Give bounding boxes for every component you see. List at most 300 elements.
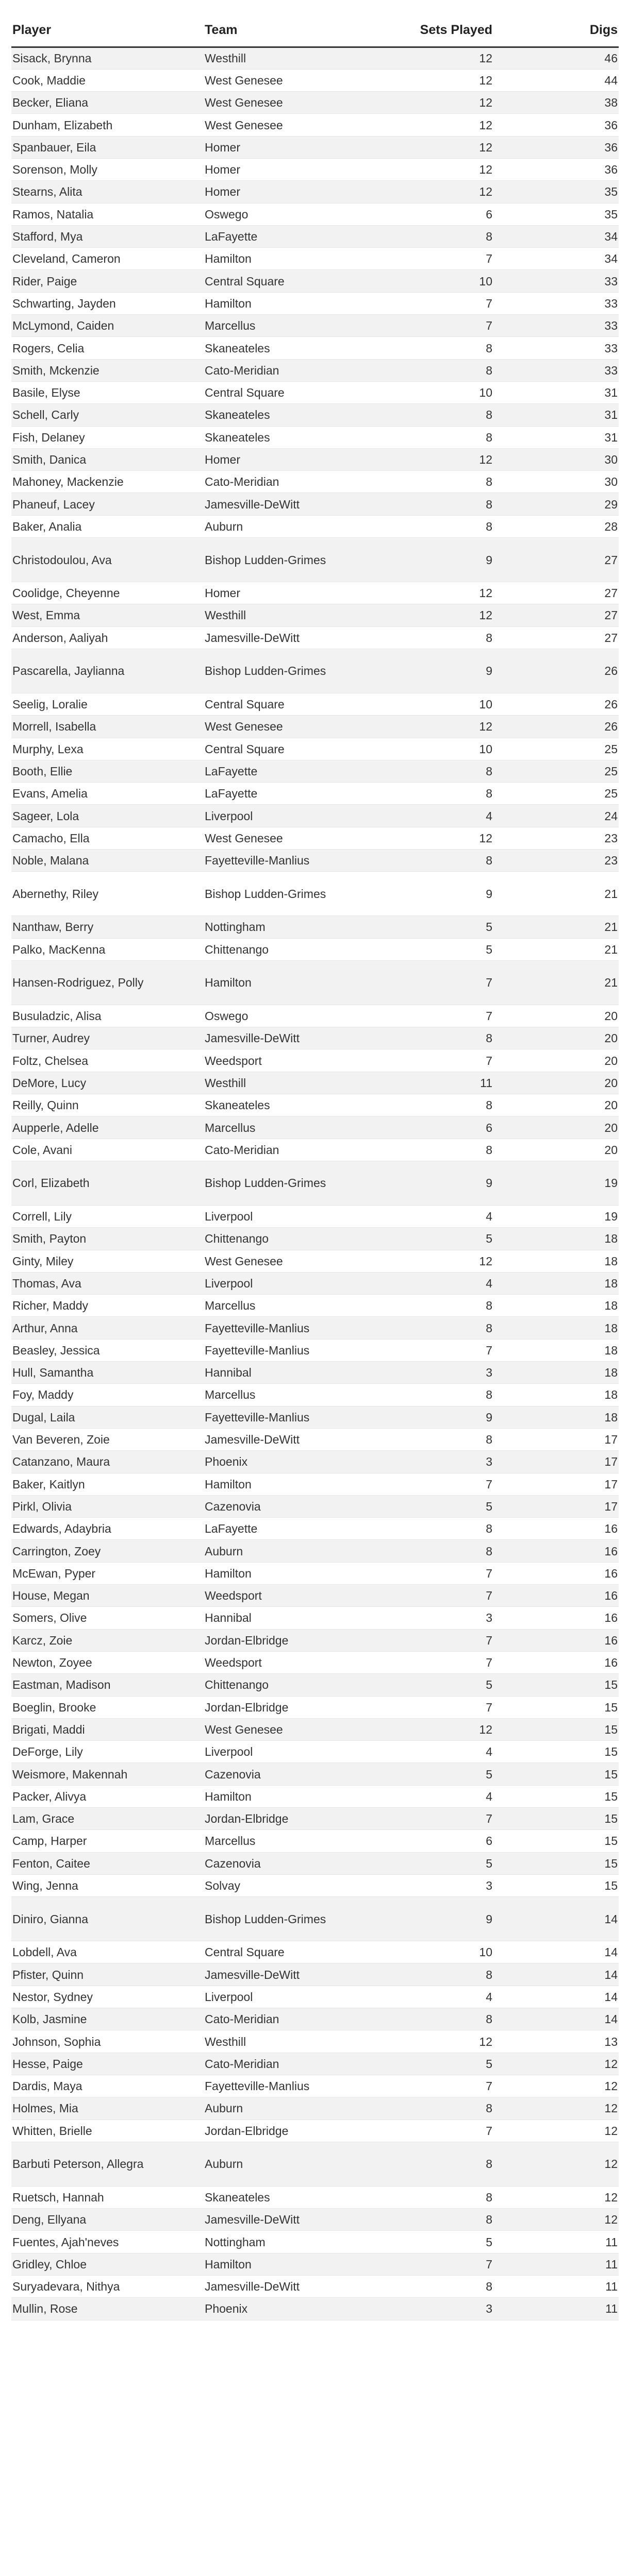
table-row <box>11 404 619 426</box>
cell-player: Mahoney, Mackenzie <box>11 471 204 493</box>
cell-sets-played: 8 <box>371 1295 493 1317</box>
cell-team: Fayetteville-Manlius <box>204 850 371 872</box>
cell-player: Murphy, Lexa <box>11 738 204 760</box>
cell-player: Richer, Maddy <box>11 1295 204 1317</box>
cell-sets-played: 8 <box>371 783 493 805</box>
table-row <box>11 1585 619 1607</box>
table-row <box>11 315 619 337</box>
table-row <box>11 2008 619 2030</box>
cell-team: Central Square <box>204 381 371 403</box>
table-row <box>11 114 619 136</box>
cell-player: Stafford, Mya <box>11 225 204 247</box>
cell-team: Nottingham <box>204 2231 371 2253</box>
cell-player: Abernethy, Riley <box>11 872 204 916</box>
cell-player: Anderson, Aaliyah <box>11 626 204 649</box>
cell-team: Phoenix <box>204 1451 371 1473</box>
cell-team: Liverpool <box>204 1205 371 1227</box>
cell-team: Marcellus <box>204 1384 371 1406</box>
table-row <box>11 181 619 203</box>
cell-digs: 12 <box>493 2209 619 2231</box>
cell-team: Chittenango <box>204 938 371 960</box>
table-row <box>11 1406 619 1428</box>
cell-player: Baker, Analia <box>11 515 204 537</box>
cell-sets-played: 8 <box>371 471 493 493</box>
column-header-sets-played[interactable]: Sets Played <box>371 14 493 47</box>
cell-player: Smith, Payton <box>11 1228 204 1250</box>
cell-team: Hamilton <box>204 248 371 270</box>
cell-sets-played: 6 <box>371 1116 493 1139</box>
table-row <box>11 448 619 470</box>
cell-team: Homer <box>204 158 371 180</box>
table-row <box>11 604 619 626</box>
cell-player: Schwarting, Jayden <box>11 292 204 314</box>
cell-digs: 11 <box>493 2253 619 2275</box>
table-row <box>11 1763 619 1785</box>
table-row <box>11 960 619 1005</box>
cell-player: Nanthaw, Berry <box>11 916 204 938</box>
cell-sets-played: 12 <box>371 69 493 91</box>
cell-digs: 18 <box>493 1250 619 1272</box>
cell-team: Bishop Ludden-Grimes <box>204 1897 371 1941</box>
cell-digs: 30 <box>493 448 619 470</box>
cell-player: Nestor, Sydney <box>11 1986 204 2008</box>
cell-team: Hannibal <box>204 1362 371 1384</box>
table-row <box>11 693 619 715</box>
cell-sets-played: 7 <box>371 1562 493 1584</box>
table-row <box>11 2142 619 2186</box>
cell-player: Hesse, Paige <box>11 2053 204 2075</box>
cell-player: Turner, Audrey <box>11 1027 204 1049</box>
cell-sets-played: 12 <box>371 136 493 158</box>
cell-player: Fuentes, Ajah'neves <box>11 2231 204 2253</box>
cell-digs: 12 <box>493 2053 619 2075</box>
cell-team: Oswego <box>204 1005 371 1027</box>
cell-digs: 26 <box>493 716 619 738</box>
table-row <box>11 760 619 782</box>
cell-player: Busuladzic, Alisa <box>11 1005 204 1027</box>
cell-player: Seelig, Loralie <box>11 693 204 715</box>
cell-digs: 15 <box>493 1696 619 1718</box>
cell-player: Catanzano, Maura <box>11 1451 204 1473</box>
cell-player: Thomas, Ava <box>11 1272 204 1294</box>
cell-team: Nottingham <box>204 916 371 938</box>
cell-team: Hamilton <box>204 960 371 1005</box>
cell-player: Rider, Paige <box>11 270 204 292</box>
cell-team: Homer <box>204 181 371 203</box>
table-row <box>11 805 619 827</box>
cell-player: McLymond, Caiden <box>11 315 204 337</box>
table-row <box>11 1116 619 1139</box>
cell-team: Phoenix <box>204 2298 371 2320</box>
cell-team: West Genesee <box>204 92 371 114</box>
cell-team: LaFayette <box>204 760 371 782</box>
cell-player: Edwards, Adaybria <box>11 1518 204 1540</box>
table-row <box>11 850 619 872</box>
table-row <box>11 1718 619 1740</box>
table-row <box>11 1897 619 1941</box>
cell-sets-played: 5 <box>371 2231 493 2253</box>
cell-sets-played: 7 <box>371 1629 493 1651</box>
table-row <box>11 1696 619 1718</box>
cell-player: Packer, Alivya <box>11 1785 204 1807</box>
cell-digs: 17 <box>493 1428 619 1450</box>
cell-sets-played: 7 <box>371 315 493 337</box>
table-row <box>11 1651 619 1673</box>
cell-digs: 35 <box>493 181 619 203</box>
cell-sets-played: 3 <box>371 1874 493 1896</box>
table-row <box>11 827 619 849</box>
cell-sets-played: 7 <box>371 1696 493 1718</box>
cell-digs: 27 <box>493 582 619 604</box>
cell-digs: 36 <box>493 114 619 136</box>
cell-player: Cleveland, Cameron <box>11 248 204 270</box>
cell-player: Phaneuf, Lacey <box>11 493 204 515</box>
cell-sets-played: 8 <box>371 2186 493 2208</box>
cell-player: Gridley, Chloe <box>11 2253 204 2275</box>
cell-player: Karcz, Zoie <box>11 1629 204 1651</box>
cell-sets-played: 7 <box>371 1473 493 1495</box>
table-row <box>11 270 619 292</box>
cell-team: Cato-Meridian <box>204 1139 371 1161</box>
cell-team: LaFayette <box>204 783 371 805</box>
cell-sets-played: 8 <box>371 1384 493 1406</box>
cell-team: Cato-Meridian <box>204 471 371 493</box>
cell-digs: 25 <box>493 783 619 805</box>
table-row <box>11 337 619 359</box>
cell-digs: 11 <box>493 2231 619 2253</box>
cell-digs: 14 <box>493 2008 619 2030</box>
cell-team: Solvay <box>204 1874 371 1896</box>
cell-digs: 18 <box>493 1295 619 1317</box>
cell-player: Dugal, Laila <box>11 1406 204 1428</box>
cell-digs: 11 <box>493 2298 619 2320</box>
cell-team: Skaneateles <box>204 426 371 448</box>
cell-team: Jordan-Elbridge <box>204 2120 371 2142</box>
cell-team: Jamesville-DeWitt <box>204 626 371 649</box>
cell-team: Central Square <box>204 270 371 292</box>
cell-digs: 12 <box>493 2075 619 2097</box>
cell-player: Reilly, Quinn <box>11 1094 204 1116</box>
cell-team: Westhill <box>204 2030 371 2053</box>
table-row <box>11 1807 619 1829</box>
cell-player: Somers, Olive <box>11 1607 204 1629</box>
cell-digs: 24 <box>493 805 619 827</box>
cell-player: Deng, Ellyana <box>11 2209 204 2231</box>
cell-digs: 34 <box>493 248 619 270</box>
table-row <box>11 1607 619 1629</box>
table-row <box>11 47 619 69</box>
cell-sets-played: 8 <box>371 515 493 537</box>
table-row <box>11 2120 619 2142</box>
cell-digs: 15 <box>493 1741 619 1763</box>
cell-team: West Genesee <box>204 827 371 849</box>
table-row <box>11 248 619 270</box>
cell-sets-played: 8 <box>371 1317 493 1339</box>
cell-player: Spanbauer, Eila <box>11 136 204 158</box>
cell-digs: 31 <box>493 426 619 448</box>
cell-team: Jamesville-DeWitt <box>204 493 371 515</box>
cell-sets-played: 8 <box>371 2209 493 2231</box>
cell-player: Pascarella, Jaylianna <box>11 649 204 693</box>
cell-digs: 20 <box>493 1116 619 1139</box>
cell-team: Auburn <box>204 2097 371 2120</box>
column-header-digs[interactable]: Digs <box>493 14 619 47</box>
cell-sets-played: 12 <box>371 181 493 203</box>
table-row <box>11 292 619 314</box>
cell-team: Weedsport <box>204 1049 371 1072</box>
cell-sets-played: 8 <box>371 359 493 381</box>
cell-team: Weedsport <box>204 1585 371 1607</box>
cell-team: Bishop Ludden-Grimes <box>204 649 371 693</box>
cell-digs: 33 <box>493 315 619 337</box>
cell-digs: 14 <box>493 1897 619 1941</box>
cell-sets-played: 4 <box>371 1785 493 1807</box>
cell-digs: 34 <box>493 225 619 247</box>
cell-player: Noble, Malana <box>11 850 204 872</box>
table-row <box>11 1629 619 1651</box>
cell-player: Rogers, Celia <box>11 337 204 359</box>
cell-digs: 27 <box>493 538 619 582</box>
cell-digs: 15 <box>493 1674 619 1696</box>
table-row <box>11 69 619 91</box>
cell-sets-played: 3 <box>371 1607 493 1629</box>
cell-sets-played: 10 <box>371 693 493 715</box>
cell-digs: 12 <box>493 2097 619 2120</box>
cell-digs: 31 <box>493 404 619 426</box>
table-row <box>11 2209 619 2231</box>
cell-sets-played: 8 <box>371 626 493 649</box>
cell-player: Evans, Amelia <box>11 783 204 805</box>
cell-sets-played: 10 <box>371 270 493 292</box>
cell-sets-played: 9 <box>371 872 493 916</box>
cell-team: Homer <box>204 136 371 158</box>
table-row <box>11 716 619 738</box>
cell-player: Beasley, Jessica <box>11 1339 204 1361</box>
cell-digs: 15 <box>493 1830 619 1852</box>
cell-player: Corl, Elizabeth <box>11 1161 204 1205</box>
cell-player: Hansen-Rodriguez, Polly <box>11 960 204 1005</box>
cell-team: West Genesee <box>204 716 371 738</box>
cell-sets-played: 8 <box>371 404 493 426</box>
cell-sets-played: 5 <box>371 2053 493 2075</box>
cell-sets-played: 3 <box>371 1451 493 1473</box>
cell-sets-played: 8 <box>371 493 493 515</box>
table-row <box>11 1228 619 1250</box>
table-row <box>11 2253 619 2275</box>
cell-sets-played: 5 <box>371 1495 493 1517</box>
cell-team: Skaneateles <box>204 2186 371 2208</box>
cell-sets-played: 7 <box>371 1807 493 1829</box>
cell-player: Foltz, Chelsea <box>11 1049 204 1072</box>
cell-team: Jamesville-DeWitt <box>204 2209 371 2231</box>
cell-digs: 19 <box>493 1161 619 1205</box>
table-row <box>11 515 619 537</box>
cell-digs: 26 <box>493 693 619 715</box>
cell-player: Van Beveren, Zoie <box>11 1428 204 1450</box>
table-body <box>11 47 619 2320</box>
cell-sets-played: 12 <box>371 92 493 114</box>
table-row <box>11 783 619 805</box>
cell-digs: 20 <box>493 1072 619 1094</box>
cell-team: Skaneateles <box>204 404 371 426</box>
cell-digs: 46 <box>493 47 619 69</box>
table-row <box>11 738 619 760</box>
cell-player: Schell, Carly <box>11 404 204 426</box>
cell-team: Chittenango <box>204 1674 371 1696</box>
table-row <box>11 1518 619 1540</box>
table-row <box>11 225 619 247</box>
table-row <box>11 1049 619 1072</box>
cell-sets-played: 8 <box>371 2276 493 2298</box>
cell-digs: 15 <box>493 1763 619 1785</box>
table-row <box>11 1562 619 1584</box>
cell-sets-played: 10 <box>371 1941 493 1963</box>
table-row <box>11 471 619 493</box>
table-row <box>11 381 619 403</box>
cell-team: Hamilton <box>204 1562 371 1584</box>
cell-player: Cole, Avani <box>11 1139 204 1161</box>
cell-digs: 14 <box>493 1986 619 2008</box>
cell-team: Cazenovia <box>204 1763 371 1785</box>
cell-sets-played: 4 <box>371 1741 493 1763</box>
cell-sets-played: 7 <box>371 1005 493 1027</box>
cell-sets-played: 12 <box>371 582 493 604</box>
cell-team: Fayetteville-Manlius <box>204 2075 371 2097</box>
cell-digs: 16 <box>493 1518 619 1540</box>
cell-digs: 33 <box>493 337 619 359</box>
cell-sets-played: 5 <box>371 1674 493 1696</box>
table-row <box>11 1741 619 1763</box>
cell-digs: 36 <box>493 136 619 158</box>
cell-digs: 30 <box>493 471 619 493</box>
table-row <box>11 2276 619 2298</box>
table-row <box>11 872 619 916</box>
table-row <box>11 626 619 649</box>
table-row <box>11 203 619 225</box>
table-row <box>11 582 619 604</box>
column-header-team[interactable]: Team <box>204 14 371 47</box>
cell-player: Aupperle, Adelle <box>11 1116 204 1139</box>
cell-sets-played: 7 <box>371 2075 493 2097</box>
cell-team: West Genesee <box>204 1718 371 1740</box>
cell-sets-played: 12 <box>371 448 493 470</box>
cell-digs: 18 <box>493 1406 619 1428</box>
cell-player: Barbuti Peterson, Allegra <box>11 2142 204 2186</box>
cell-sets-played: 4 <box>371 805 493 827</box>
column-header-player[interactable]: Player <box>11 14 204 47</box>
cell-sets-played: 12 <box>371 114 493 136</box>
cell-player: Christodoulou, Ava <box>11 538 204 582</box>
cell-sets-played: 8 <box>371 850 493 872</box>
table-row <box>11 493 619 515</box>
cell-team: Fayetteville-Manlius <box>204 1406 371 1428</box>
cell-digs: 15 <box>493 1807 619 1829</box>
cell-sets-played: 12 <box>371 604 493 626</box>
table-row <box>11 136 619 158</box>
cell-player: Suryadevara, Nithya <box>11 2276 204 2298</box>
cell-team: Jordan-Elbridge <box>204 1696 371 1718</box>
table-row <box>11 1495 619 1517</box>
cell-team: Auburn <box>204 1540 371 1562</box>
table-row <box>11 916 619 938</box>
table-row <box>11 1139 619 1161</box>
cell-player: Smith, Danica <box>11 448 204 470</box>
cell-sets-played: 7 <box>371 1651 493 1673</box>
cell-digs: 16 <box>493 1585 619 1607</box>
cell-digs: 44 <box>493 69 619 91</box>
cell-sets-played: 8 <box>371 2142 493 2186</box>
table-row <box>11 1094 619 1116</box>
cell-player: Boeglin, Brooke <box>11 1696 204 1718</box>
cell-player: Sorenson, Molly <box>11 158 204 180</box>
cell-team: Chittenango <box>204 1228 371 1250</box>
cell-digs: 18 <box>493 1272 619 1294</box>
cell-sets-played: 12 <box>371 2030 493 2053</box>
cell-player: Ginty, Miley <box>11 1250 204 1272</box>
cell-player: Eastman, Madison <box>11 1674 204 1696</box>
cell-team: Westhill <box>204 604 371 626</box>
cell-sets-played: 9 <box>371 1161 493 1205</box>
cell-digs: 16 <box>493 1562 619 1584</box>
cell-sets-played: 8 <box>371 426 493 448</box>
table-row <box>11 1830 619 1852</box>
table-row <box>11 1852 619 1874</box>
cell-player: Coolidge, Cheyenne <box>11 582 204 604</box>
cell-digs: 17 <box>493 1495 619 1517</box>
cell-player: Palko, MacKenna <box>11 938 204 960</box>
cell-team: Jamesville-DeWitt <box>204 1963 371 1986</box>
cell-player: DeForge, Lily <box>11 1741 204 1763</box>
table-row <box>11 2097 619 2120</box>
table-row <box>11 426 619 448</box>
cell-sets-played: 5 <box>371 1763 493 1785</box>
cell-digs: 21 <box>493 872 619 916</box>
cell-sets-played: 8 <box>371 2097 493 2120</box>
cell-digs: 28 <box>493 515 619 537</box>
table-row <box>11 1874 619 1896</box>
table-row <box>11 1473 619 1495</box>
cell-team: Oswego <box>204 203 371 225</box>
cell-digs: 15 <box>493 1874 619 1896</box>
cell-player: Correll, Lily <box>11 1205 204 1227</box>
cell-team: Hamilton <box>204 1785 371 1807</box>
cell-player: Wing, Jenna <box>11 1874 204 1896</box>
cell-team: Jamesville-DeWitt <box>204 2276 371 2298</box>
cell-sets-played: 4 <box>371 1986 493 2008</box>
cell-digs: 21 <box>493 916 619 938</box>
cell-digs: 14 <box>493 1963 619 1986</box>
cell-team: Hannibal <box>204 1607 371 1629</box>
cell-sets-played: 5 <box>371 1228 493 1250</box>
cell-player: Camacho, Ella <box>11 827 204 849</box>
cell-team: Central Square <box>204 1941 371 1963</box>
cell-digs: 20 <box>493 1139 619 1161</box>
table-row <box>11 1250 619 1272</box>
cell-team: Liverpool <box>204 1741 371 1763</box>
cell-sets-played: 7 <box>371 1585 493 1607</box>
cell-team: Bishop Ludden-Grimes <box>204 1161 371 1205</box>
cell-digs: 15 <box>493 1785 619 1807</box>
table-row <box>11 1986 619 2008</box>
cell-digs: 21 <box>493 938 619 960</box>
cell-digs: 13 <box>493 2030 619 2053</box>
cell-digs: 15 <box>493 1718 619 1740</box>
cell-team: Marcellus <box>204 315 371 337</box>
table-row <box>11 1205 619 1227</box>
cell-sets-played: 5 <box>371 916 493 938</box>
cell-team: Jamesville-DeWitt <box>204 1428 371 1450</box>
cell-player: Fish, Delaney <box>11 426 204 448</box>
